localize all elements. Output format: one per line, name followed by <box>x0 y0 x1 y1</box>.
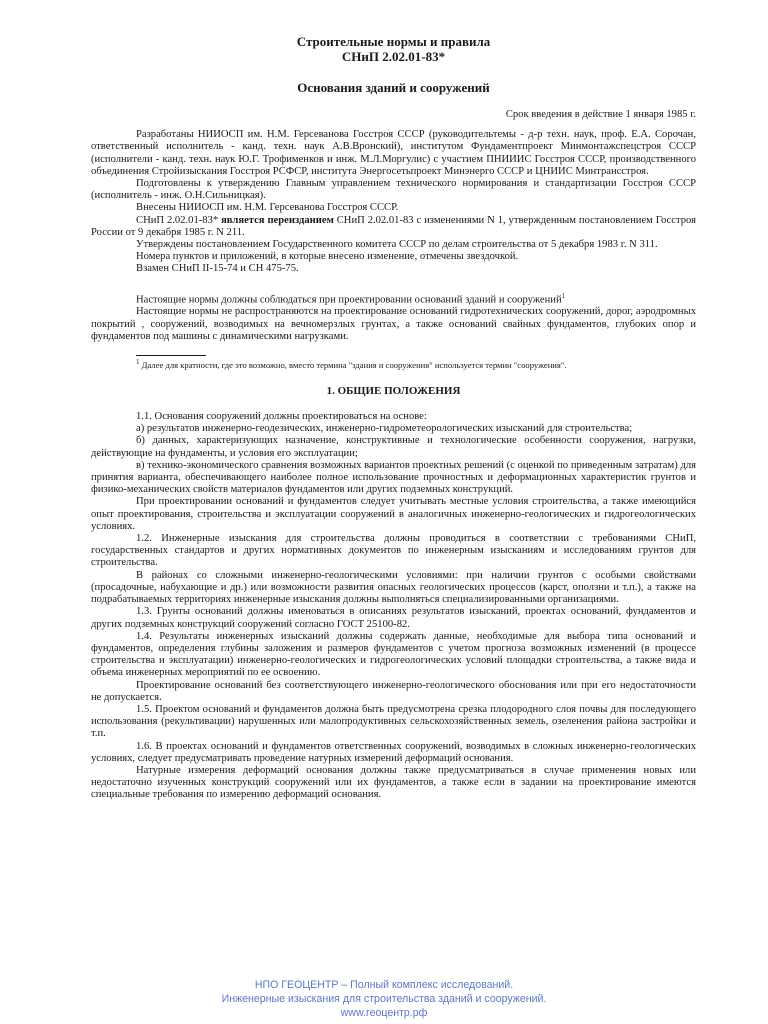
changes-note: Номера пунктов и приложений, в которые внесено изменение, отмечены звездочкой. <box>136 251 519 263</box>
introduced-by-paragraph: Внесены НИИОСП им. Н.М. Герсеванова Госстроя СССР. <box>136 202 399 214</box>
section-paragraph: В районах со сложными инженерно-геологическими условиями: при наличии грунтов с особыми свойствами (просадочные, набухающие и др.) или возможности развития опасных геологических процессов (карст, оползни и т.п.), а также на подрабатываемых территориях инженерные изыскания должны выполняться специализированными организациями. <box>91 569 696 606</box>
section-paragraph: 1.4. Результаты инженерных изысканий должны содержать данные, необходимые для выбора типа оснований и фундаментов, определения глубины заложения и размеров фундаментов с учетом прогноза возможных изменений (в процессе строительства и эксплуатации) инженерно-геологических и гидрогеологических условий площадки строительства, а также вида и объема инженерных мероприятий по ее освоению. <box>91 630 696 679</box>
section-paragraph: в) технико-экономического сравнения возможных вариантов проектных решений (с оценкой по приведенным затратам) для принятия варианта, обеспечивающего наиболее полное использование прочностных и деформационных характеристик грунтов и физико-механических свойств материалов фундаментов или других подземных конструкций. <box>91 459 696 496</box>
effective-date: Срок введения в действие 1 января 1985 г. <box>505 109 696 120</box>
footer-line-2: Инженерные изыскания для строительства зданий и сооружений. <box>221 993 547 1005</box>
scope-text-1: Настоящие нормы должны соблюдаться при проектировании оснований зданий и сооружений <box>136 294 562 306</box>
scope-paragraph-2: Настоящие нормы не распространяются на проектирование оснований гидротехнических сооружений, дорог, аэродромных покрытий , сооружений, возводимых на вечномерзлых грунтах, а также оснований свайных фундаментов, глубоких опор и фундаментов под машины с динамическими нагрузками. <box>91 306 696 342</box>
document-page <box>91 34 696 802</box>
section-paragraph: При проектировании оснований и фундаментов следует учитывать местные условия строительства, а также имеющийся опыт проектирования, строительства и эксплуатации сооружений в аналогичных инженерно-геологических и гидрогеологических условиях. <box>91 496 696 532</box>
section-paragraph: 1.1. Основания сооружений должны проектироваться на основе: <box>136 411 427 423</box>
footnote <box>136 357 696 371</box>
footnote-marker: 1 <box>136 357 140 366</box>
section-paragraph: 1.2. Инженерные изыскания для строительства должны проводиться в соответствии с требованиями СНиП, государственных стандартов и других нормативных документов по инженерным изысканиям и исследованиям грунтов для строительства. <box>91 533 696 569</box>
document-subtitle: Основания зданий и сооружений <box>297 80 490 95</box>
section-paragraph: 1.3. Грунты оснований должны именоваться в описаниях результатов изысканий, проектах оснований, фундаментов и других подземных конструкций сооружений согласно ГОСТ 25100-82. <box>91 606 696 630</box>
footer <box>0 978 768 1020</box>
footer-link[interactable]: www.геоцентр.рф <box>340 1007 428 1019</box>
scope-paragraph-1 <box>91 290 696 307</box>
footnote-ref: 1 <box>561 291 566 300</box>
footer-line-1: НПО ГЕОЦЕНТР – Полный комплекс исследований. <box>254 979 514 991</box>
section-paragraph: 1.5. Проектом оснований и фундаментов должна быть предусмотрена срезка плодородного слоя почвы для последующего использования (рекультивации) нарушенных или малопродуктивных сельскохозяйственных земель, озеленения района застройки и т.п. <box>91 703 696 740</box>
prepared-by-paragraph: Подготовлены к утверждению Главным управлением технического нормирования и стандартизации Госстроя СССР (исполнитель - инж. О.Н.Сильницкая). <box>91 178 696 202</box>
reissue-paragraph <box>91 215 696 239</box>
intro-block <box>91 129 696 275</box>
section-paragraph: б) данных, характеризующих назначение, конструктивные и технологические особенности сооружения, нагрузки, действующие на фундаменты, и условия его эксплуатации; <box>91 435 696 459</box>
section-1-title: 1. ОБЩИЕ ПОЛОЖЕНИЯ <box>326 384 461 397</box>
approved-by-paragraph: Утверждены постановлением Государственного комитета СССР по делам строительства от 5 декабря 1983 г. N 311. <box>136 239 658 251</box>
footnote-text: Далее для кратности, где это возможно, вместо термина "здания и сооружения" используется термин "сооружения". <box>141 359 567 370</box>
replaces-note: Взамен СНиП II-15-74 и СН 475-75. <box>136 263 299 275</box>
developed-by-paragraph: Разработаны НИИОСП им. Н.М. Герсеванова Госстроя СССР (руководительтемы - д-р техн. наук, проф. Е.А. Сорочан, ответственный исполнитель - канд. техн. наук А.В.Вронский), институтом Фундаментпроект Минмонтажспецстроя СССР (исполнители - канд. техн. наук Ю.Г. Трофименков и инж. М.Л.Моргулис) с участием ПНИИИС Госстроя СССР, производственного объединения Стройизыскания Госстроя РСФСР, института Энергосетьпроект Минэнерго СССР и ЦНИИС Минтрансстроя. <box>91 129 696 177</box>
document-title-line2: СНиП 2.02.01-83* <box>341 49 446 64</box>
reissue-prefix: СНиП 2.02.01-83* <box>136 214 219 226</box>
section-paragraph: Натурные измерения деформаций основания должны также предусматриваться в случае применения новых или недостаточно изученных конструкций сооружений или их фундаментов, а также если в задании на проектирование имеются специальные требования по измерению деформаций основания. <box>91 764 696 801</box>
footnote-divider <box>136 355 206 356</box>
section-paragraph: 1.6. В проектах оснований и фундаментов ответственных сооружений, возводимых в сложных инженерно-геологических условиях, следует предусматривать проведение натурных измерений деформаций основания. <box>91 740 696 764</box>
reissue-suffix: СНиП 2.02.01-83 с изменениями N 1, утвержденным постановлением Госстроя России от 9 декабря 1985 г. N 211. <box>91 214 696 238</box>
section-paragraph: Проектирование оснований без соответствующего инженерно-геологического обоснования или при его недостаточности не допускается. <box>91 679 696 703</box>
section-1-body <box>91 411 696 802</box>
section-paragraph: а) результатов инженерно-геодезических, инженерно-гидрометеорологических изысканий для строительства; <box>136 423 633 435</box>
document-title-line1: Строительные нормы и правила <box>296 34 491 49</box>
reissue-bold: является переизданием <box>221 214 334 226</box>
